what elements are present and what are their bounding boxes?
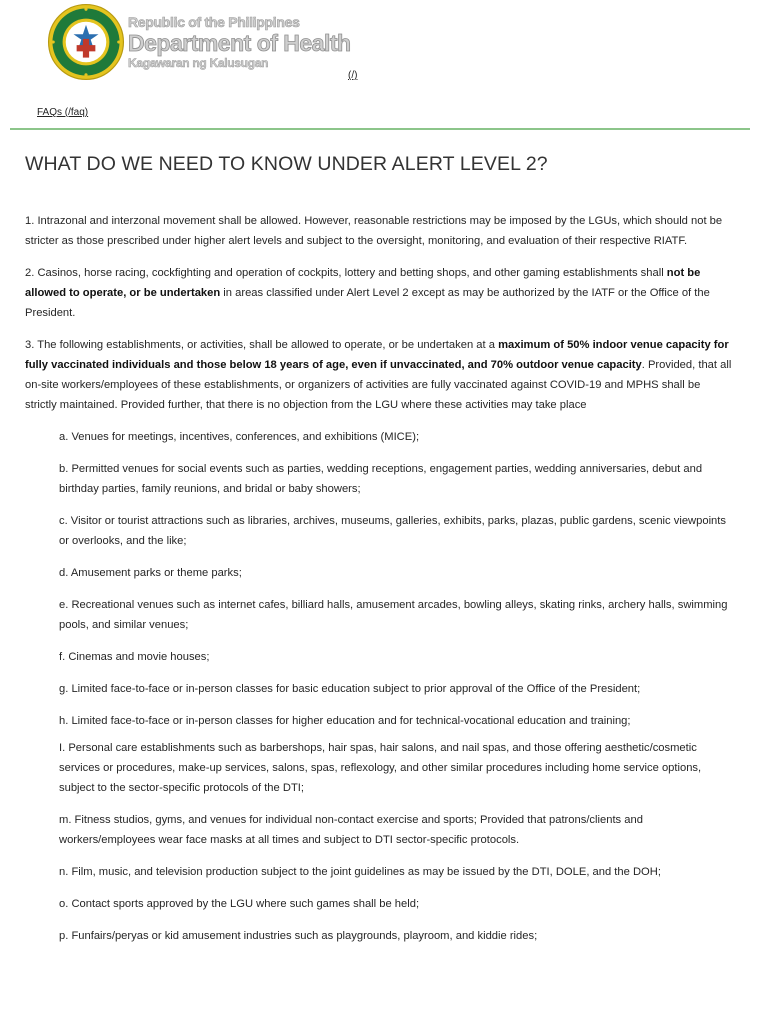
list-item: c. Visitor or tourist attractions such as libraries, archives, museums, galleries, exhibits, parks, plazas, public gardens, scenic viewpoints or overlooks, and the like; [59,515,726,547]
establishment-list [59,427,735,946]
article-content [25,150,735,958]
page-title: WHAT DO WE NEED TO KNOW UNDER ALERT LEVEL 2? [25,153,548,175]
home-link[interactable]: (/) [348,70,358,81]
list-item: h. Limited face-to-face or in-person classes for higher education and for technical-vocational education and training; [59,715,631,727]
list-item: e. Recreational venues such as internet cafes, billiard halls, amusement arcades, bowling alleys, skating rinks, archery halls, swimming pools, and similar venues; [59,599,728,631]
list-item: d. Amusement parks or theme parks; [59,567,242,579]
paragraph-3-text: 3. The following establishments, or activities, shall be allowed to operate, or be undertaken at a [25,339,499,351]
site-header [0,0,768,118]
paragraph-2-text: 2. Casinos, horse racing, cockfighting and operation of cockpits, lottery and betting shops, and other gaming establishments shall [25,267,667,279]
faq-link[interactable]: FAQs (/faq) [37,107,89,118]
brand-country: Republic of the Philippines [128,14,300,30]
list-item: g. Limited face-to-face or in-person classes for basic education subject to prior approval of the Office of the President; [59,683,641,695]
header-divider [10,128,750,130]
paragraph-2-text-end: in areas classified under Alert Level 2 except as may be authorized by the IATF or the Office of the President. [25,287,710,319]
paragraph-2-emphasis: not be allowed to operate, or be undertaken [25,267,701,299]
list-item: f. Cinemas and movie houses; [59,651,210,663]
paragraph-3-text-end: . Provided, that all on-site workers/employees of these establishments, or organizers of activities are fully vaccinated against COVID-19 and MPHS shall be strictly maintained. Provided further, that there is no objection from the LGU where these activities may take place [25,359,732,411]
paragraph-2 [25,263,735,323]
brand-department: Department of Health [128,30,351,56]
doh-seal-logo[interactable] [47,3,125,81]
paragraph-3-emphasis: maximum of 50% indoor venue capacity for fully vaccinated individuals and those below 18 years of age, even if unvaccinated, and 70% outdoor venue capacity [25,339,729,371]
paragraph-3 [25,335,735,415]
list-item: o. Contact sports approved by the LGU where such games shall be held; [59,898,420,910]
brand-wordmark[interactable] [128,14,351,70]
list-item: n. Film, music, and television production subject to the joint guidelines as may be issued by the DTI, DOLE, and the DOH; [59,866,661,878]
brand-tagalog: Kagawaran ng Kalusugan [128,56,269,70]
list-item: p. Funfairs/peryas or kid amusement industries such as playgrounds, playroom, and kiddie rides; [59,930,538,942]
list-item: I. Personal care establishments such as barbershops, hair spas, hair salons, and nail spas, and those offering aesthetic/cosmetic services or procedures, make-up services, salons, spas, reflexology, and other similar procedures including home service options, subject to the sector-specific protocols of the DTI; [59,742,702,794]
list-item: a. Venues for meetings, incentives, conferences, and exhibitions (MICE); [59,431,420,443]
paragraph-1: 1. Intrazonal and interzonal movement shall be allowed. However, reasonable restrictions may be imposed by the LGUs, which should not be stricter as those prescribed under higher alert levels and subject to the oversight, monitoring, and evaluation of their respective RIATF. [25,215,723,247]
list-item: b. Permitted venues for social events such as parties, wedding receptions, engagement parties, wedding anniversaries, debut and birthday parties, family reunions, and bridal or baby showers; [59,463,703,495]
list-item: m. Fitness studios, gyms, and venues for individual non-contact exercise and sports; Provided that patrons/clients and workers/employees wear face masks at all times and subject to DTI sector-specific protocols. [59,814,643,846]
